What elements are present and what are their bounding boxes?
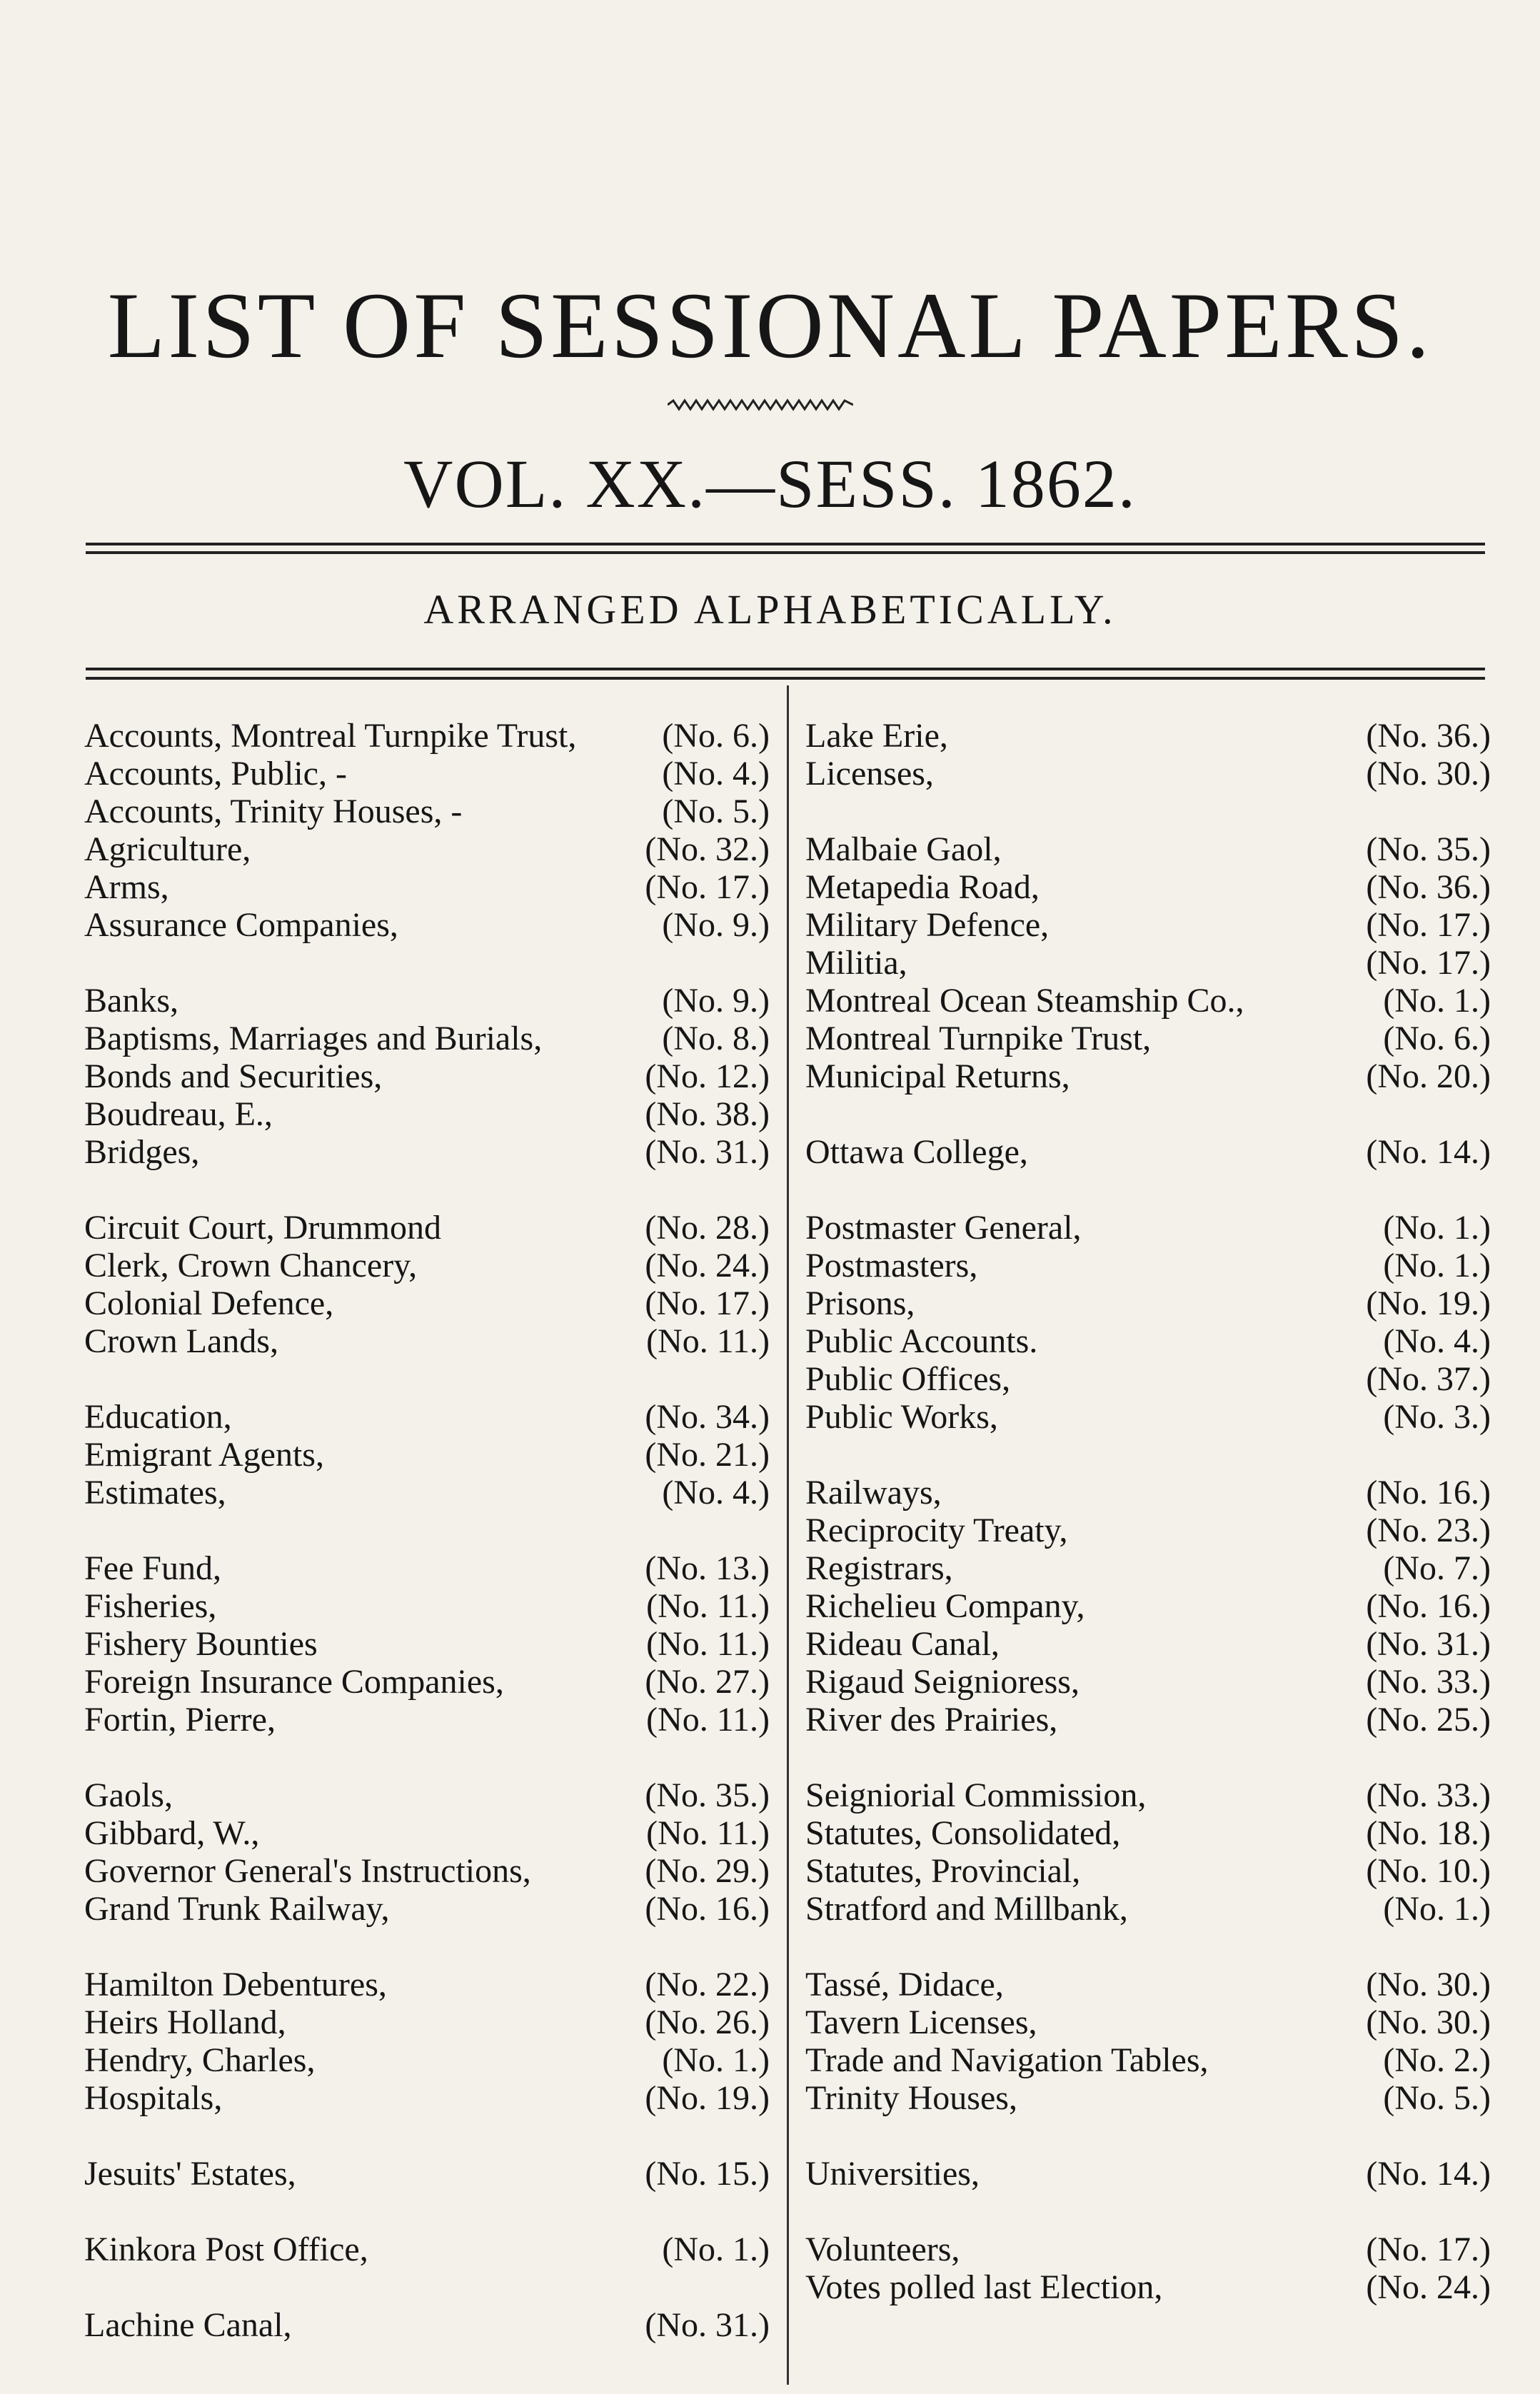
entry-subject: Heirs Holland, xyxy=(84,2003,286,2041)
entry-paper-number: (No. 11.) xyxy=(646,1587,770,1625)
index-entry xyxy=(805,1814,1491,1852)
entry-paper-number: (No. 17.) xyxy=(1366,944,1491,982)
entry-paper-number: (No. 29.) xyxy=(645,1852,770,1890)
entry-subject: Lachine Canal, xyxy=(84,2306,292,2344)
index-entry xyxy=(84,1322,770,1360)
entry-subject: Circuit Court, Drummond xyxy=(84,1209,441,1247)
entry-subject: Seigniorial Commission, xyxy=(805,1776,1147,1814)
entry-paper-number: (No. 24.) xyxy=(1366,2268,1491,2306)
entry-paper-number: (No. 28.) xyxy=(645,1209,770,1247)
entry-paper-number: (No. 11.) xyxy=(646,1322,770,1360)
entry-subject: River des Prairies, xyxy=(805,1701,1058,1739)
entry-paper-number: (No. 31.) xyxy=(645,1133,770,1171)
index-entry xyxy=(805,1549,1491,1587)
entry-paper-number: (No. 16.) xyxy=(1366,1587,1491,1625)
entry-subject: Education, xyxy=(84,1398,232,1436)
double-rule-top-a xyxy=(86,543,1485,545)
entry-paper-number: (No. 30.) xyxy=(1366,2003,1491,2041)
entry-paper-number: (No. 11.) xyxy=(646,1625,770,1663)
spacer-row xyxy=(805,1928,1491,1966)
entry-paper-number: (No. 5.) xyxy=(1383,2079,1491,2117)
entry-subject: Bridges, xyxy=(84,1133,200,1171)
index-entry xyxy=(84,982,770,1020)
entry-subject: Montreal Ocean Steamship Co., xyxy=(805,982,1244,1020)
index-entry xyxy=(805,1209,1491,1247)
entry-paper-number: (No. 24.) xyxy=(645,1247,770,1284)
index-entry xyxy=(84,1095,770,1133)
entry-subject: Clerk, Crown Chancery, xyxy=(84,1247,418,1284)
entry-paper-number: (No. 27.) xyxy=(645,1663,770,1701)
index-entry xyxy=(805,868,1491,906)
entry-subject: Gibbard, W., xyxy=(84,1814,260,1852)
index-entry xyxy=(84,2003,770,2041)
index-entry xyxy=(84,1776,770,1814)
entry-subject: Hospitals, xyxy=(84,2079,223,2117)
entry-paper-number: (No. 6.) xyxy=(662,717,770,755)
spacer-row xyxy=(84,1928,770,1966)
entry-paper-number: (No. 9.) xyxy=(662,982,770,1020)
entry-subject: Universities, xyxy=(805,2155,980,2193)
volume-session-heading: VOL. XX.—SESS. 1862. xyxy=(403,446,1137,522)
index-entry xyxy=(805,2268,1491,2306)
index-entry xyxy=(805,1776,1491,1814)
entry-paper-number: (No. 23.) xyxy=(1366,1512,1491,1549)
index-entry xyxy=(805,1474,1491,1512)
entry-paper-number: (No. 17.) xyxy=(1366,906,1491,944)
entry-subject: Railways, xyxy=(805,1474,942,1512)
entry-paper-number: (No. 18.) xyxy=(1366,1814,1491,1852)
index-entry xyxy=(84,1814,770,1852)
index-entry xyxy=(805,1966,1491,2003)
entry-subject: Fishery Bounties xyxy=(84,1625,318,1663)
index-entry xyxy=(84,1398,770,1436)
entry-paper-number: (No. 4.) xyxy=(662,755,770,793)
index-entry xyxy=(805,1852,1491,1890)
entry-subject: Grand Trunk Railway, xyxy=(84,1890,390,1928)
entry-subject: Prisons, xyxy=(805,1284,915,1322)
index-entry xyxy=(84,2230,770,2268)
index-entry xyxy=(805,830,1491,868)
index-entry xyxy=(805,1663,1491,1701)
entry-subject: Municipal Returns, xyxy=(805,1057,1070,1095)
entry-paper-number: (No. 11.) xyxy=(646,1701,770,1739)
index-entry xyxy=(805,1625,1491,1663)
index-entry xyxy=(84,717,770,755)
entry-paper-number: (No. 34.) xyxy=(645,1398,770,1436)
entry-paper-number: (No. 32.) xyxy=(645,830,770,868)
entry-subject: Emigrant Agents, xyxy=(84,1436,324,1474)
index-entry xyxy=(805,2041,1491,2079)
index-entry xyxy=(84,1966,770,2003)
entry-subject: Baptisms, Marriages and Burials, xyxy=(84,1020,543,1057)
arranged-heading: ARRANGED ALPHABETICALLY. xyxy=(423,586,1117,633)
spacer-row xyxy=(805,2117,1491,2155)
entry-subject: Bonds and Securities, xyxy=(84,1057,383,1095)
entry-subject: Accounts, Trinity Houses, - xyxy=(84,793,463,830)
spacer-row xyxy=(84,1512,770,1549)
entry-paper-number: (No. 22.) xyxy=(645,1966,770,2003)
entry-subject: Montreal Turnpike Trust, xyxy=(805,1020,1152,1057)
entry-subject: Gaols, xyxy=(84,1776,173,1814)
spacer-row xyxy=(84,1360,770,1398)
entry-paper-number: (No. 8.) xyxy=(662,1020,770,1057)
index-entry xyxy=(84,1701,770,1739)
entry-paper-number: (No. 1.) xyxy=(1383,1209,1491,1247)
index-entry xyxy=(805,2155,1491,2193)
entry-subject: Militia, xyxy=(805,944,907,982)
entry-subject: Fisheries, xyxy=(84,1587,217,1625)
index-entry xyxy=(805,1701,1491,1739)
entry-subject: Accounts, Public, - xyxy=(84,755,347,793)
entry-subject: Military Defence, xyxy=(805,906,1050,944)
entry-paper-number: (No. 10.) xyxy=(1366,1852,1491,1890)
index-entry xyxy=(84,1436,770,1474)
entry-paper-number: (No. 17.) xyxy=(645,868,770,906)
right-index-column xyxy=(805,717,1491,2306)
index-entry xyxy=(84,1663,770,1701)
index-entry xyxy=(805,1247,1491,1284)
index-entry xyxy=(805,1133,1491,1171)
page-title: LIST OF SESSIONAL PAPERS. xyxy=(107,273,1433,378)
index-entry xyxy=(84,2041,770,2079)
index-entry xyxy=(805,1057,1491,1095)
entry-paper-number: (No. 1.) xyxy=(1383,1247,1491,1284)
entry-paper-number: (No. 1.) xyxy=(662,2230,770,2268)
entry-subject: Colonial Defence, xyxy=(84,1284,334,1322)
index-entry xyxy=(84,1474,770,1512)
index-entry xyxy=(84,755,770,793)
spacer-row xyxy=(84,944,770,982)
entry-paper-number: (No. 38.) xyxy=(645,1095,770,1133)
index-entry xyxy=(84,906,770,944)
entry-paper-number: (No. 12.) xyxy=(645,1057,770,1095)
index-entry xyxy=(84,793,770,830)
entry-subject: Licenses, xyxy=(805,755,934,793)
index-entry xyxy=(84,1587,770,1625)
entry-paper-number: (No. 2.) xyxy=(1383,2041,1491,2079)
entry-paper-number: (No. 14.) xyxy=(1366,2155,1491,2193)
column-divider xyxy=(787,685,789,2385)
entry-subject: Richelieu Company, xyxy=(805,1587,1085,1625)
entry-subject: Postmasters, xyxy=(805,1247,978,1284)
index-entry xyxy=(84,1020,770,1057)
spacer-row xyxy=(805,1171,1491,1209)
index-entry xyxy=(805,1360,1491,1398)
index-entry xyxy=(805,982,1491,1020)
entry-paper-number: (No. 36.) xyxy=(1366,868,1491,906)
entry-subject: Trinity Houses, xyxy=(805,2079,1017,2117)
index-entry xyxy=(84,1057,770,1095)
index-entry xyxy=(805,1512,1491,1549)
entry-subject: Assurance Companies, xyxy=(84,906,398,944)
entry-paper-number: (No. 13.) xyxy=(645,1549,770,1587)
entry-subject: Tassé, Didace, xyxy=(805,1966,1004,2003)
entry-subject: Fee Fund, xyxy=(84,1549,221,1587)
entry-paper-number: (No. 1.) xyxy=(662,2041,770,2079)
entry-subject: Estimates, xyxy=(84,1474,226,1512)
index-entry xyxy=(84,1890,770,1928)
entry-subject: Fortin, Pierre, xyxy=(84,1701,276,1739)
index-entry xyxy=(84,1549,770,1587)
spacer-row xyxy=(84,2193,770,2230)
index-entry xyxy=(805,2003,1491,2041)
entry-paper-number: (No. 5.) xyxy=(662,793,770,830)
entry-paper-number: (No. 20.) xyxy=(1366,1057,1491,1095)
double-rule-mid-b xyxy=(86,677,1485,680)
entry-paper-number: (No. 3.) xyxy=(1383,1398,1491,1436)
entry-subject: Rigaud Seignioress, xyxy=(805,1663,1079,1701)
index-entry xyxy=(805,1587,1491,1625)
index-entry xyxy=(84,1247,770,1284)
entry-subject: Accounts, Montreal Turnpike Trust, xyxy=(84,717,577,755)
double-rule-top-b xyxy=(86,551,1485,554)
entry-paper-number: (No. 6.) xyxy=(1383,1020,1491,1057)
entry-subject: Ottawa College, xyxy=(805,1133,1028,1171)
entry-subject: Metapedia Road, xyxy=(805,868,1040,906)
entry-subject: Lake Erie, xyxy=(805,717,948,755)
entry-paper-number: (No. 15.) xyxy=(645,2155,770,2193)
entry-paper-number: (No. 17.) xyxy=(645,1284,770,1322)
entry-paper-number: (No. 16.) xyxy=(645,1890,770,1928)
index-entry xyxy=(805,2230,1491,2268)
entry-subject: Votes polled last Election, xyxy=(805,2268,1163,2306)
index-entry xyxy=(84,1133,770,1171)
spacer-row xyxy=(84,1739,770,1776)
entry-subject: Public Accounts. xyxy=(805,1322,1038,1360)
index-entry xyxy=(805,717,1491,755)
entry-subject: Arms, xyxy=(84,868,169,906)
entry-subject: Reciprocity Treaty, xyxy=(805,1512,1068,1549)
entry-subject: Trade and Navigation Tables, xyxy=(805,2041,1209,2079)
entry-subject: Statutes, Consolidated, xyxy=(805,1814,1121,1852)
index-entry xyxy=(805,1322,1491,1360)
entry-paper-number: (No. 30.) xyxy=(1366,1966,1491,2003)
ornamental-squiggle xyxy=(668,396,853,413)
index-entry xyxy=(805,2079,1491,2117)
entry-paper-number: (No. 4.) xyxy=(662,1474,770,1512)
spacer-row xyxy=(805,2193,1491,2230)
entry-paper-number: (No. 33.) xyxy=(1366,1776,1491,1814)
spacer-row xyxy=(805,1095,1491,1133)
index-entry xyxy=(805,1284,1491,1322)
entry-subject: Jesuits' Estates, xyxy=(84,2155,296,2193)
entry-paper-number: (No. 35.) xyxy=(1366,830,1491,868)
entry-paper-number: (No. 17.) xyxy=(1366,2230,1491,2268)
entry-paper-number: (No. 21.) xyxy=(645,1436,770,1474)
entry-paper-number: (No. 14.) xyxy=(1366,1133,1491,1171)
entry-paper-number: (No. 16.) xyxy=(1366,1474,1491,1512)
entry-paper-number: (No. 31.) xyxy=(645,2306,770,2344)
index-entry xyxy=(84,2079,770,2117)
entry-subject: Stratford and Millbank, xyxy=(805,1890,1128,1928)
index-entry xyxy=(84,830,770,868)
index-entry xyxy=(84,1284,770,1322)
entry-subject: Banks, xyxy=(84,982,178,1020)
entry-paper-number: (No. 11.) xyxy=(646,1814,770,1852)
index-entry xyxy=(84,2306,770,2344)
entry-paper-number: (No. 4.) xyxy=(1383,1322,1491,1360)
entry-subject: Hamilton Debentures, xyxy=(84,1966,387,2003)
entry-subject: Foreign Insurance Companies, xyxy=(84,1663,504,1701)
entry-paper-number: (No. 19.) xyxy=(645,2079,770,2117)
index-entry xyxy=(805,755,1491,793)
entry-paper-number: (No. 19.) xyxy=(1366,1284,1491,1322)
entry-paper-number: (No. 31.) xyxy=(1366,1625,1491,1663)
index-entry xyxy=(84,868,770,906)
entry-paper-number: (No. 7.) xyxy=(1383,1549,1491,1587)
double-rule-mid-a xyxy=(86,668,1485,670)
entry-paper-number: (No. 9.) xyxy=(662,906,770,944)
spacer-row xyxy=(805,1739,1491,1776)
entry-subject: Postmaster General, xyxy=(805,1209,1082,1247)
entry-paper-number: (No. 36.) xyxy=(1366,717,1491,755)
index-entry xyxy=(805,1398,1491,1436)
spacer-row xyxy=(805,793,1491,830)
entry-paper-number: (No. 1.) xyxy=(1383,982,1491,1020)
entry-paper-number: (No. 26.) xyxy=(645,2003,770,2041)
entry-paper-number: (No. 33.) xyxy=(1366,1663,1491,1701)
entry-paper-number: (No. 25.) xyxy=(1366,1701,1491,1739)
entry-paper-number: (No. 37.) xyxy=(1366,1360,1491,1398)
index-entry xyxy=(84,1852,770,1890)
entry-subject: Boudreau, E., xyxy=(84,1095,273,1133)
left-index-column xyxy=(84,717,770,2344)
index-entry xyxy=(84,2155,770,2193)
spacer-row xyxy=(84,2268,770,2306)
index-entry xyxy=(805,944,1491,982)
entry-subject: Statutes, Provincial, xyxy=(805,1852,1081,1890)
entry-subject: Tavern Licenses, xyxy=(805,2003,1037,2041)
entry-subject: Agriculture, xyxy=(84,830,251,868)
index-entry xyxy=(805,906,1491,944)
entry-subject: Public Works, xyxy=(805,1398,998,1436)
spacer-row xyxy=(84,2117,770,2155)
index-entry xyxy=(84,1209,770,1247)
entry-subject: Volunteers, xyxy=(805,2230,960,2268)
entry-subject: Registrars, xyxy=(805,1549,953,1587)
spacer-row xyxy=(84,1171,770,1209)
index-entry xyxy=(805,1020,1491,1057)
entry-subject: Crown Lands, xyxy=(84,1322,278,1360)
index-entry xyxy=(84,1625,770,1663)
entry-subject: Kinkora Post Office, xyxy=(84,2230,368,2268)
index-entry xyxy=(805,1890,1491,1928)
entry-subject: Hendry, Charles, xyxy=(84,2041,316,2079)
entry-subject: Rideau Canal, xyxy=(805,1625,1000,1663)
entry-paper-number: (No. 30.) xyxy=(1366,755,1491,793)
entry-subject: Public Offices, xyxy=(805,1360,1011,1398)
spacer-row xyxy=(805,1436,1491,1474)
entry-paper-number: (No. 1.) xyxy=(1383,1890,1491,1928)
entry-paper-number: (No. 35.) xyxy=(645,1776,770,1814)
entry-subject: Governor General's Instructions, xyxy=(84,1852,531,1890)
entry-subject: Malbaie Gaol, xyxy=(805,830,1002,868)
